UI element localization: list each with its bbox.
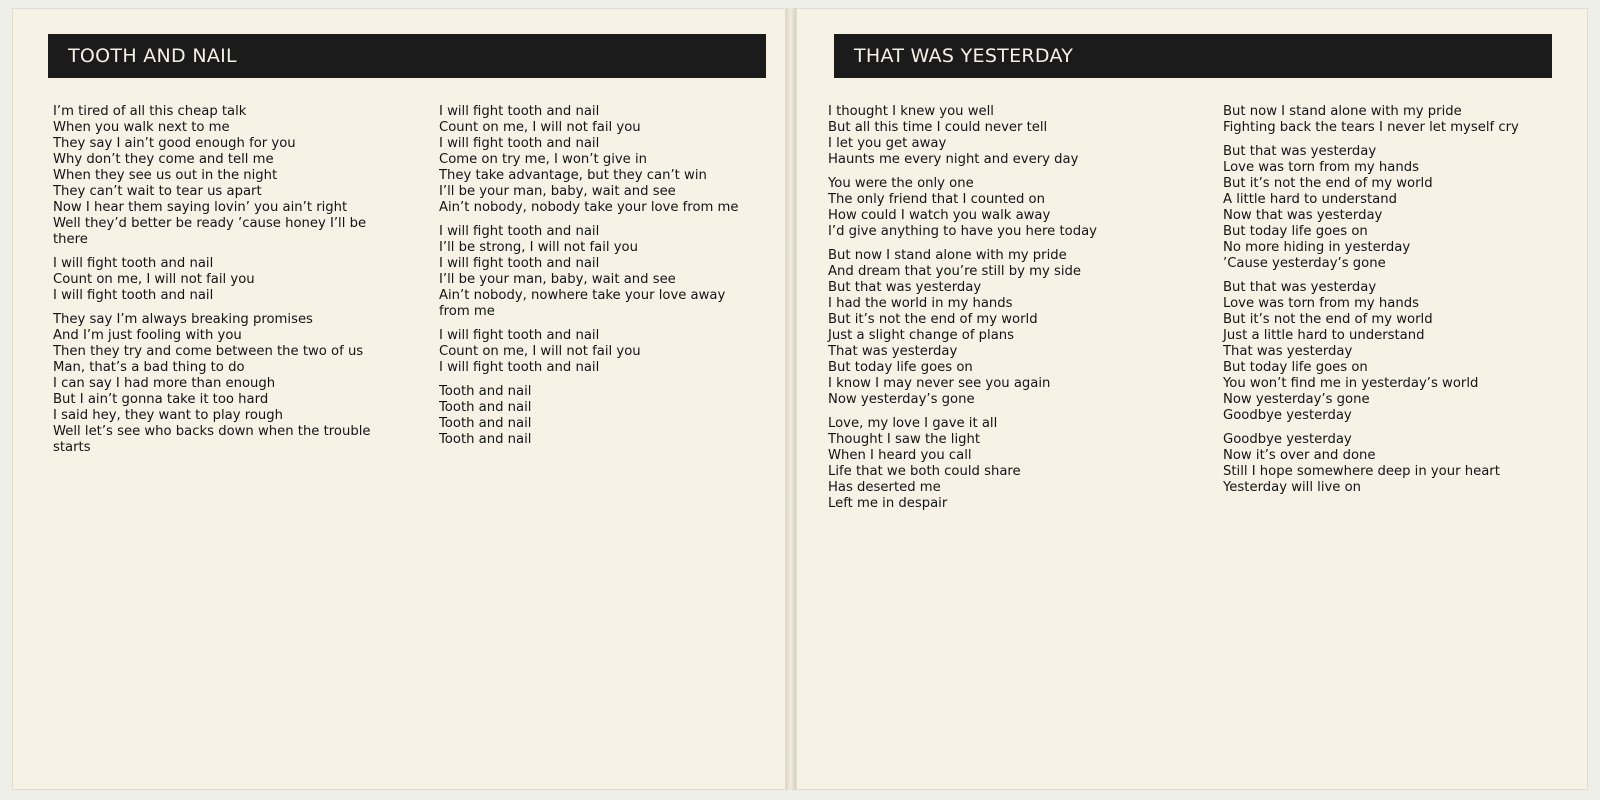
lyric-line: I will fight tooth and nail — [439, 104, 600, 119]
lyric-stanza — [1223, 144, 1563, 272]
lyric-line: I let you get away — [828, 136, 947, 151]
lyric-line: Well they’d better be ready ’cause honey I’ll be there — [53, 216, 367, 247]
song-title: THAT WAS YESTERDAY — [854, 45, 1074, 67]
lyric-line: But all this time I could never tell — [828, 120, 1048, 135]
lyric-line: Man, that’s a bad thing to do — [53, 360, 245, 375]
lyric-line: But that was yesterday — [1223, 144, 1377, 159]
lyric-line: I will fight tooth and nail — [53, 288, 214, 303]
left-page — [12, 8, 786, 790]
lyric-line: I’ll be strong, I will not fail you — [439, 240, 638, 255]
lyric-line: Ain’t nobody, nowhere take your love away from me — [439, 288, 726, 319]
lyric-line: I’d give anything to have you here today — [828, 224, 1097, 239]
lyric-line: Haunts me every night and every day — [828, 152, 1079, 167]
lyric-line: I can say I had more than enough — [53, 376, 276, 391]
lyric-line: But it’s not the end of my world — [1223, 312, 1433, 327]
lyric-line: I will fight tooth and nail — [53, 256, 214, 271]
lyric-line: I thought I knew you well — [828, 104, 994, 119]
lyric-line: When they see us out in the night — [53, 168, 278, 183]
lyric-stanza — [828, 416, 1198, 512]
lyric-stanza — [828, 248, 1198, 408]
right-page — [796, 8, 1588, 790]
lyric-line: Has deserted me — [828, 480, 941, 495]
lyric-line: A little hard to understand — [1223, 192, 1397, 207]
lyric-line: They can’t wait to tear us apart — [53, 184, 262, 199]
lyric-line: Left me in despair — [828, 496, 948, 511]
lyrics-column — [1223, 104, 1563, 504]
lyric-line: Now that was yesterday — [1223, 208, 1383, 223]
lyric-line: ’Cause yesterday’s gone — [1223, 256, 1386, 271]
lyric-line: Thought I saw the light — [828, 432, 981, 447]
lyric-line: When you walk next to me — [53, 120, 230, 135]
lyric-line: They say I’m always breaking promises — [53, 312, 313, 327]
lyric-line: I will fight tooth and nail — [439, 256, 600, 271]
lyric-line: They say I ain’t good enough for you — [53, 136, 296, 151]
lyric-stanza — [828, 104, 1198, 168]
lyric-line: And I’m just fooling with you — [53, 328, 242, 343]
lyric-line: Ain’t nobody, nobody take your love from me — [439, 200, 739, 215]
lyric-stanza — [53, 104, 388, 248]
lyric-line: Well let’s see who backs down when the trouble starts — [53, 424, 371, 455]
lyric-line: Fighting back the tears I never let myself cry — [1223, 120, 1519, 135]
lyric-stanza — [1223, 280, 1563, 424]
lyric-line: Now I hear them saying lovin’ you ain’t right — [53, 200, 348, 215]
lyric-line: Life that we both could share — [828, 464, 1021, 479]
lyric-line: Just a slight change of plans — [828, 328, 1015, 343]
lyric-stanza — [828, 176, 1198, 240]
lyric-line: Now yesterday’s gone — [1223, 392, 1370, 407]
lyric-line: Yesterday will live on — [1223, 480, 1362, 495]
lyric-line: Love was torn from my hands — [1223, 160, 1419, 175]
lyric-line: How could I watch you walk away — [828, 208, 1051, 223]
song-title: TOOTH AND NAIL — [68, 45, 237, 67]
lyric-stanza — [1223, 104, 1563, 136]
lyric-line: Goodbye yesterday — [1223, 432, 1352, 447]
lyric-line: Tooth and nail — [439, 384, 532, 399]
lyric-line: You were the only one — [828, 176, 974, 191]
lyric-line: But that was yesterday — [1223, 280, 1377, 295]
lyric-line: Count on me, I will not fail you — [439, 344, 641, 359]
lyric-line: But today life goes on — [828, 360, 973, 375]
lyric-line: Goodbye yesterday — [1223, 408, 1352, 423]
lyric-line: But now I stand alone with my pride — [828, 248, 1067, 263]
lyric-line: Count on me, I will not fail you — [439, 120, 641, 135]
lyric-line: But now I stand alone with my pride — [1223, 104, 1462, 119]
booklet-spine — [786, 8, 796, 790]
lyric-line: You won’t find me in yesterday’s world — [1223, 376, 1479, 391]
lyric-line: But it’s not the end of my world — [828, 312, 1038, 327]
lyric-line: I will fight tooth and nail — [439, 360, 600, 375]
lyric-line: Just a little hard to understand — [1223, 328, 1425, 343]
lyrics-column — [828, 104, 1198, 520]
lyric-line: Still I hope somewhere deep in your heart — [1223, 464, 1500, 479]
lyric-line: Now yesterday’s gone — [828, 392, 975, 407]
lyric-line: Why don’t they come and tell me — [53, 152, 274, 167]
lyrics-column — [439, 104, 749, 456]
lyric-line: That was yesterday — [828, 344, 958, 359]
lyric-stanza — [1223, 432, 1563, 496]
lyric-line: I will fight tooth and nail — [439, 224, 600, 239]
lyric-line: I had the world in my hands — [828, 296, 1013, 311]
lyric-line: Tooth and nail — [439, 432, 532, 447]
lyric-line: Love was torn from my hands — [1223, 296, 1419, 311]
lyric-line: But today life goes on — [1223, 360, 1368, 375]
lyric-line: Tooth and nail — [439, 400, 532, 415]
lyric-stanza — [439, 384, 749, 448]
lyrics-column — [53, 104, 388, 464]
song-title-bar — [834, 34, 1552, 78]
lyric-line: No more hiding in yesterday — [1223, 240, 1411, 255]
lyric-line: I will fight tooth and nail — [439, 328, 600, 343]
lyric-line: And dream that you’re still by my side — [828, 264, 1081, 279]
lyric-line: But I ain’t gonna take it too hard — [53, 392, 269, 407]
lyric-line: Count on me, I will not fail you — [53, 272, 255, 287]
lyric-stanza — [439, 328, 749, 376]
lyric-line: I’ll be your man, baby, wait and see — [439, 184, 676, 199]
song-title-bar — [48, 34, 766, 78]
lyric-line: But today life goes on — [1223, 224, 1368, 239]
lyric-line: I’ll be your man, baby, wait and see — [439, 272, 676, 287]
lyric-line: I said hey, they want to play rough — [53, 408, 283, 423]
lyric-line: But that was yesterday — [828, 280, 982, 295]
lyric-line: Then they try and come between the two of us — [53, 344, 364, 359]
lyric-stanza — [439, 104, 749, 216]
lyric-line: Now it’s over and done — [1223, 448, 1376, 463]
lyric-stanza — [53, 256, 388, 304]
lyric-line: When I heard you call — [828, 448, 972, 463]
lyric-line: That was yesterday — [1223, 344, 1353, 359]
lyric-stanza — [439, 224, 749, 320]
lyric-line: Love, my love I gave it all — [828, 416, 998, 431]
lyric-stanza — [53, 312, 388, 456]
lyric-line: Tooth and nail — [439, 416, 532, 431]
lyric-line: But it’s not the end of my world — [1223, 176, 1433, 191]
lyric-line: I will fight tooth and nail — [439, 136, 600, 151]
lyric-line: I’m tired of all this cheap talk — [53, 104, 247, 119]
lyric-line: The only friend that I counted on — [828, 192, 1045, 207]
lyric-line: Come on try me, I won’t give in — [439, 152, 647, 167]
lyric-line: I know I may never see you again — [828, 376, 1051, 391]
lyric-line: They take advantage, but they can’t win — [439, 168, 707, 183]
